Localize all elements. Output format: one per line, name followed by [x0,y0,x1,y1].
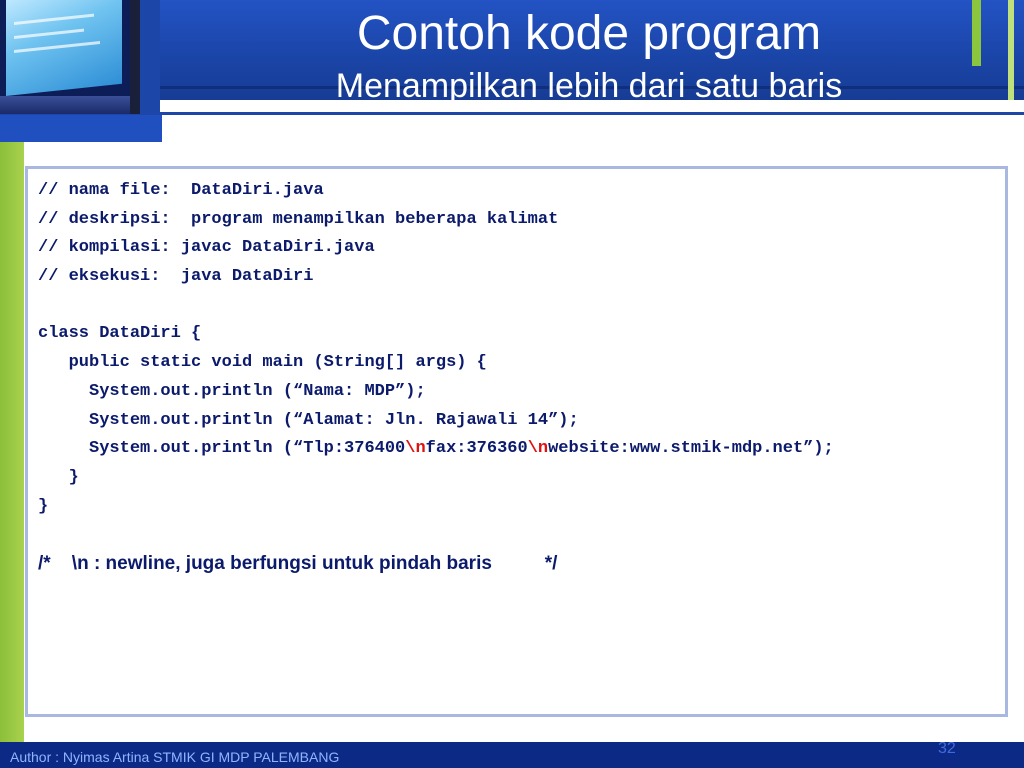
left-green-bar [0,142,24,742]
code-segment: website:www.stmik-mdp.net”); [548,439,834,459]
code-line: } [38,496,49,516]
footer-author: Author : Nyimas Artina STMIK GI MDP PALEMBANG [10,749,340,765]
newline-note: /* \n : newline, juga berfungsi untuk pindah baris */ [38,552,558,574]
code-line: System.out.println (“Nama: MDP”); [38,381,426,401]
code-block [38,177,834,578]
escape-sequence: \n [527,439,549,459]
code-line: class DataDiri { [38,324,202,344]
code-box [25,166,1008,717]
monitor-illustration [0,0,140,114]
code-line: } [38,467,79,487]
left-blue-block [0,115,162,142]
code-line: // nama file: DataDiri.java [38,181,324,200]
code-line-blank [38,521,834,550]
page-number: 32 [938,740,956,757]
code-line: // deskripsi: program menampilkan beberapa kalimat [38,209,559,229]
code-line: // kompilasi: javac DataDiri.java [38,238,375,258]
header-bottom-line [160,112,1024,115]
code-line [38,435,834,464]
monitor-frame [0,0,140,114]
code-line-blank [38,292,834,321]
code-segment: System.out.println (“Tlp:376400 [38,439,406,459]
code-segment: fax:376360 [425,439,528,459]
code-line: System.out.println (“Alamat: Jln. Rajawali 14”); [38,410,579,430]
code-line: // eksekusi: java DataDiri [38,267,314,287]
code-line: public static void main (String[] args) { [38,353,487,373]
escape-sequence: \n [405,439,426,459]
slide-title: Contoh kode program [356,7,822,60]
slide-subtitle: Menampilkan lebih dari satu baris [335,67,843,105]
